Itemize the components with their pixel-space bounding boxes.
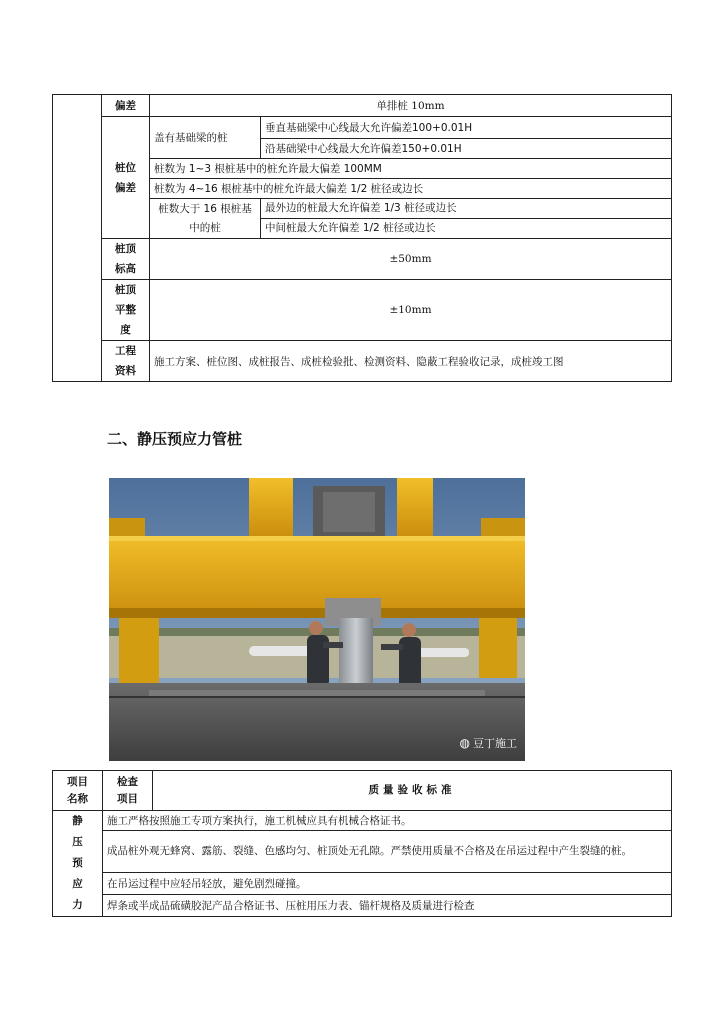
col-item-name: 项目 名称 — [53, 771, 103, 811]
top-flatness-label: 桩顶 平整 度 — [102, 280, 150, 341]
engineering-docs-label: 工程 资料 — [102, 341, 150, 382]
row-1-3-piles: 桩数为 1~3 根桩基中的桩允许最大偏差 100MM — [150, 159, 672, 179]
quality-standard-table — [52, 770, 672, 917]
top-elevation-label: 桩顶 标高 — [102, 239, 150, 280]
top-elevation-value: ±50mm — [150, 239, 672, 280]
outermost-tolerance: 最外边的桩最大允许偏差 1/3 桩径或边长 — [261, 199, 671, 219]
top-flatness-value: ±10mm — [150, 280, 672, 341]
pile-position-deviation-label: 桩位 偏差 — [102, 117, 150, 239]
standard-row: 成品桩外观无蜂窝、露筋、裂缝、色感均匀、桩顶处无孔隙。严禁使用质量不合格及在吊运过程中产生裂缝的桩。 — [103, 830, 672, 872]
standard-row: 在吊运过程中应轻吊轻放，避免剧烈碰撞。 — [103, 872, 672, 894]
row-4-16-piles: 桩数为 4~16 根桩基中的桩允许最大偏差 1/2 桩径或边长 — [150, 179, 672, 199]
middle-tolerance: 中间桩最大允许偏差 1/2 桩径或边长 — [265, 222, 436, 234]
more-than-16-label: 桩数大于 16 根桩基中的桩 — [150, 199, 261, 239]
standard-row: 焊条或半成品硫磺胶泥产品合格证书、压桩用压力表、锚杆规格及质量进行检查 — [103, 894, 672, 916]
single-pile-value: 单排桩 10mm — [150, 95, 672, 117]
perpendicular-tolerance: 垂直基础梁中心线最大允许偏差100+0.01H — [261, 117, 672, 139]
item-static-pressure-prestressed: 静 压 预 应 力 — [53, 811, 103, 917]
standard-row: 施工严格按照施工专项方案执行，施工机械应具有机械合格证书。 — [103, 811, 672, 831]
deviation-label: 偏差 — [102, 95, 150, 117]
merged-left-cell — [53, 95, 102, 382]
pile-pressing-illustration — [109, 478, 525, 761]
section-title: 二、静压预应力管桩 — [107, 430, 243, 448]
pile-tolerance-table — [52, 94, 672, 382]
col-check-item: 检查 项目 — [103, 771, 153, 811]
watermark: ◍ 豆丁施工 — [459, 736, 517, 750]
capped-pile-label: 盖有基础梁的桩 — [150, 117, 261, 159]
along-tolerance: 沿基础梁中心线最大允许偏差150+0.01H — [261, 139, 672, 159]
pile-pressing-photo — [109, 478, 525, 761]
engineering-docs-value: 施工方案、桩位图、成桩报告、成桩检验批、检测资料、隐蔽工程验收记录，成桩竣工图 — [150, 341, 672, 382]
col-quality-standard: 质量验收标准 — [153, 771, 672, 811]
wechat-icon: ◍ — [459, 736, 470, 750]
